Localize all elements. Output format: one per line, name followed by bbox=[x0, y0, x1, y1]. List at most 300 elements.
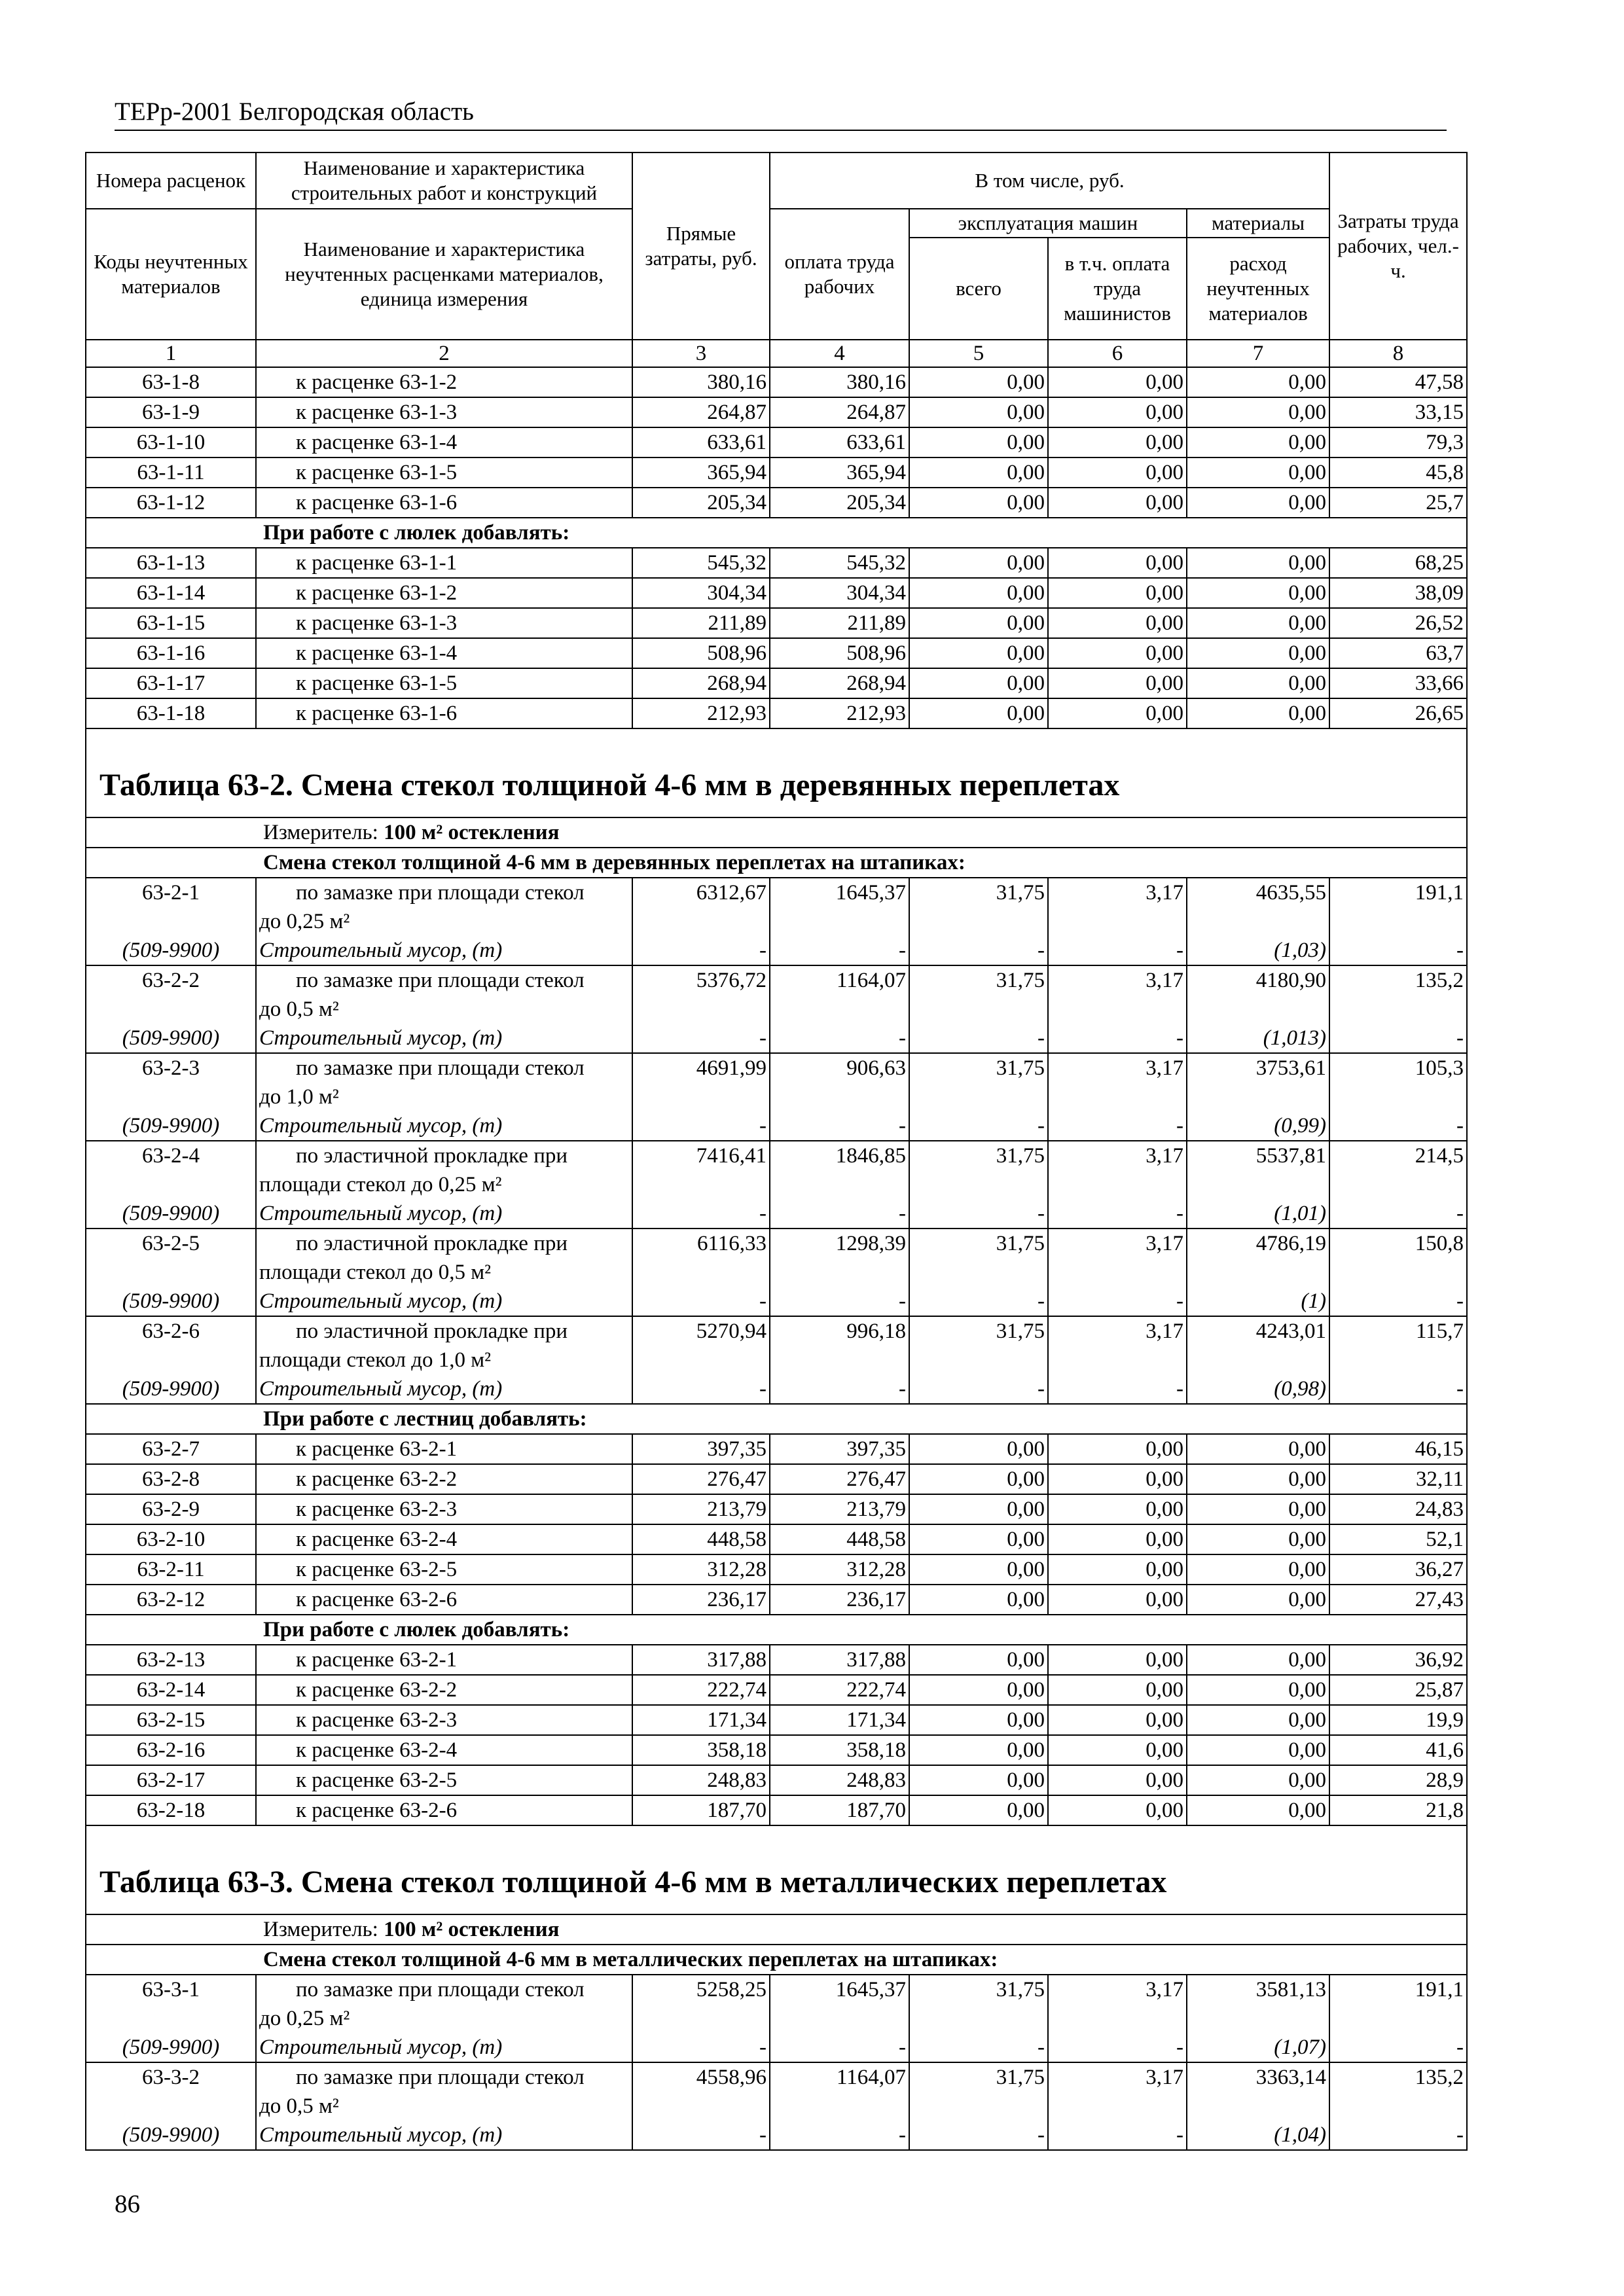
value-cell: 187,70 bbox=[632, 1795, 770, 1825]
table-row bbox=[86, 608, 1467, 638]
rate-name: к расценке 63-2-4 bbox=[256, 1735, 632, 1765]
value-cell: 358,18 bbox=[632, 1735, 770, 1765]
value-cell: 312,28 bbox=[632, 1554, 770, 1585]
rate-entry-row bbox=[86, 1316, 1467, 1346]
rate-name: по замазке при площади стекол bbox=[256, 878, 632, 907]
material-value: - bbox=[1048, 1111, 1187, 1141]
material-value: - bbox=[632, 2121, 770, 2150]
value-cell: 0,00 bbox=[909, 1795, 1048, 1825]
value-cell: 6312,67 bbox=[632, 878, 770, 936]
material-value: - bbox=[770, 1111, 909, 1141]
rate-code: 63-2-4 bbox=[86, 1141, 256, 1170]
value-cell: 0,00 bbox=[1048, 548, 1187, 578]
rate-code: 63-1-11 bbox=[86, 457, 256, 488]
value-cell: 31,75 bbox=[909, 1053, 1048, 1111]
value-cell: 171,34 bbox=[770, 1705, 909, 1735]
material-value: - bbox=[1048, 2033, 1187, 2062]
value-cell: 205,34 bbox=[770, 488, 909, 518]
value-cell: 213,79 bbox=[770, 1494, 909, 1524]
material-name: Строительный мусор, (т) bbox=[256, 1024, 632, 1053]
value-cell: 0,00 bbox=[1048, 488, 1187, 518]
rate-name-cont: до 0,25 м² bbox=[256, 907, 632, 936]
material-value: - bbox=[632, 1199, 770, 1229]
table-title: Таблица 63-3. Смена стекол толщиной 4-6 мм в металлических переплетах bbox=[86, 1825, 1467, 1914]
value-cell: 135,2 bbox=[1329, 2062, 1467, 2121]
material-value: - bbox=[632, 1287, 770, 1316]
value-cell: 276,47 bbox=[632, 1464, 770, 1494]
rate-entry-row bbox=[86, 1975, 1467, 2004]
value-cell: 0,00 bbox=[909, 397, 1048, 427]
col-header-material-usage: расход неучтенных материалов bbox=[1187, 238, 1329, 340]
value-cell: 633,61 bbox=[632, 427, 770, 457]
value-cell: 45,8 bbox=[1329, 457, 1467, 488]
price-table bbox=[85, 152, 1468, 2151]
value-cell: 1645,37 bbox=[770, 1975, 909, 2033]
value-cell: 205,34 bbox=[632, 488, 770, 518]
value-cell: 36,92 bbox=[1329, 1645, 1467, 1675]
value-cell: 0,00 bbox=[909, 1735, 1048, 1765]
value-cell: 0,00 bbox=[1187, 488, 1329, 518]
rate-code: 63-1-18 bbox=[86, 698, 256, 728]
value-cell: 0,00 bbox=[1048, 367, 1187, 397]
measure-row bbox=[86, 1914, 1467, 1945]
material-row bbox=[86, 2033, 1467, 2062]
rate-code: 63-2-18 bbox=[86, 1795, 256, 1825]
value-cell: 21,8 bbox=[1329, 1795, 1467, 1825]
material-value: (1) bbox=[1187, 1287, 1329, 1316]
value-cell: 0,00 bbox=[1187, 608, 1329, 638]
header-row-1 bbox=[86, 152, 1467, 209]
value-cell: 31,75 bbox=[909, 1316, 1048, 1374]
rate-code: 63-2-17 bbox=[86, 1765, 256, 1795]
value-cell: 3753,61 bbox=[1187, 1053, 1329, 1111]
section-heading: Смена стекол толщиной 4-6 мм в деревянных переплетах на штапиках: bbox=[86, 848, 1467, 878]
table-row bbox=[86, 638, 1467, 668]
value-cell: 1645,37 bbox=[770, 878, 909, 936]
column-index-row bbox=[86, 340, 1467, 367]
column-index-cell: 8 bbox=[1329, 340, 1467, 367]
material-value: - bbox=[1329, 1374, 1467, 1404]
section-heading: Смена стекол толщиной 4-6 мм в металлических переплетах на штапиках: bbox=[86, 1945, 1467, 1975]
value-cell: 31,75 bbox=[909, 878, 1048, 936]
rate-code: 63-2-8 bbox=[86, 1464, 256, 1494]
rate-name: к расценке 63-1-2 bbox=[256, 367, 632, 397]
value-cell: 0,00 bbox=[909, 1464, 1048, 1494]
value-cell: 68,25 bbox=[1329, 548, 1467, 578]
table-row bbox=[86, 457, 1467, 488]
value-cell: 0,00 bbox=[909, 668, 1048, 698]
value-cell: 0,00 bbox=[909, 1585, 1048, 1615]
measure-value: 100 м² остекления bbox=[384, 821, 560, 844]
value-cell: 0,00 bbox=[909, 698, 1048, 728]
col-header-machines: эксплуатация машин bbox=[909, 209, 1187, 238]
material-name: Строительный мусор, (т) bbox=[256, 1199, 632, 1229]
value-cell: 31,75 bbox=[909, 2062, 1048, 2121]
value-cell: 212,93 bbox=[632, 698, 770, 728]
rate-name: к расценке 63-2-5 bbox=[256, 1554, 632, 1585]
value-cell: 222,74 bbox=[632, 1675, 770, 1705]
rate-name: по замазке при площади стекол bbox=[256, 1053, 632, 1083]
rate-code: 63-2-15 bbox=[86, 1705, 256, 1735]
rate-name: к расценке 63-1-3 bbox=[256, 608, 632, 638]
material-value: - bbox=[1048, 936, 1187, 965]
value-cell: 191,1 bbox=[1329, 878, 1467, 936]
rate-name: к расценке 63-1-3 bbox=[256, 397, 632, 427]
rate-name: к расценке 63-1-5 bbox=[256, 668, 632, 698]
rate-code: 63-2-16 bbox=[86, 1735, 256, 1765]
measure-label: Измеритель: bbox=[263, 821, 378, 844]
rate-name: по замазке при площади стекол bbox=[256, 965, 632, 995]
material-value: - bbox=[1329, 936, 1467, 965]
value-cell: 397,35 bbox=[632, 1434, 770, 1464]
value-cell: 397,35 bbox=[770, 1434, 909, 1464]
col-header-materials: материалы bbox=[1187, 209, 1329, 238]
value-cell: 312,28 bbox=[770, 1554, 909, 1585]
col-header-labor-hours: Затраты труда рабочих, чел.-ч. bbox=[1329, 152, 1467, 340]
value-cell: 996,18 bbox=[770, 1316, 909, 1374]
value-cell: 365,94 bbox=[770, 457, 909, 488]
material-code: (509-9900) bbox=[86, 1111, 256, 1141]
value-cell: 33,15 bbox=[1329, 397, 1467, 427]
material-row bbox=[86, 1374, 1467, 1404]
material-value: - bbox=[909, 1111, 1048, 1141]
value-cell: 31,75 bbox=[909, 1229, 1048, 1287]
value-cell: 32,11 bbox=[1329, 1464, 1467, 1494]
value-cell: 3,17 bbox=[1048, 1975, 1187, 2033]
value-cell: 236,17 bbox=[632, 1585, 770, 1615]
rate-code: 63-2-5 bbox=[86, 1229, 256, 1258]
material-value: - bbox=[1048, 1374, 1187, 1404]
value-cell: 0,00 bbox=[909, 457, 1048, 488]
value-cell: 36,27 bbox=[1329, 1554, 1467, 1585]
value-cell: 5376,72 bbox=[632, 965, 770, 1024]
rate-name: к расценке 63-2-6 bbox=[256, 1585, 632, 1615]
value-cell: 304,34 bbox=[632, 578, 770, 608]
value-cell: 0,00 bbox=[1187, 1735, 1329, 1765]
blank-cell bbox=[86, 995, 256, 1024]
value-cell: 5537,81 bbox=[1187, 1141, 1329, 1199]
value-cell: 0,00 bbox=[909, 578, 1048, 608]
value-cell: 5270,94 bbox=[632, 1316, 770, 1374]
table-row bbox=[86, 427, 1467, 457]
material-value: - bbox=[770, 1374, 909, 1404]
table-row bbox=[86, 1735, 1467, 1765]
value-cell: 0,00 bbox=[1187, 548, 1329, 578]
value-cell: 0,00 bbox=[1187, 1675, 1329, 1705]
value-cell: 28,9 bbox=[1329, 1765, 1467, 1795]
col-header-worker-pay: оплата труда рабочих bbox=[770, 209, 909, 340]
page-number: 86 bbox=[115, 2190, 140, 2218]
value-cell: 0,00 bbox=[1048, 1705, 1187, 1735]
table-row bbox=[86, 578, 1467, 608]
value-cell: 264,87 bbox=[632, 397, 770, 427]
material-code: (509-9900) bbox=[86, 1024, 256, 1053]
value-cell: 3,17 bbox=[1048, 1316, 1187, 1374]
material-code: (509-9900) bbox=[86, 2033, 256, 2062]
value-cell: 0,00 bbox=[1187, 668, 1329, 698]
value-cell: 41,6 bbox=[1329, 1735, 1467, 1765]
section-heading-row bbox=[86, 1615, 1467, 1645]
rate-entry-row bbox=[86, 1053, 1467, 1083]
value-cell: 214,5 bbox=[1329, 1141, 1467, 1199]
value-cell: 248,83 bbox=[632, 1765, 770, 1795]
table-row bbox=[86, 698, 1467, 728]
value-cell: 150,8 bbox=[1329, 1229, 1467, 1287]
table-row bbox=[86, 668, 1467, 698]
rate-entry-row bbox=[86, 2062, 1467, 2092]
value-cell: 0,00 bbox=[1048, 397, 1187, 427]
value-cell: 26,65 bbox=[1329, 698, 1467, 728]
value-cell: 0,00 bbox=[1048, 1645, 1187, 1675]
rate-entry-row bbox=[86, 878, 1467, 907]
rate-code: 63-2-12 bbox=[86, 1585, 256, 1615]
value-cell: 33,66 bbox=[1329, 668, 1467, 698]
material-value: - bbox=[1048, 1024, 1187, 1053]
material-value: - bbox=[770, 2033, 909, 2062]
rate-name: к расценке 63-1-2 bbox=[256, 578, 632, 608]
material-code: (509-9900) bbox=[86, 936, 256, 965]
section-heading: При работе с люлек добавлять: bbox=[86, 1615, 1467, 1645]
table-row bbox=[86, 1675, 1467, 1705]
value-cell: 0,00 bbox=[909, 1675, 1048, 1705]
material-value: - bbox=[1048, 1287, 1187, 1316]
rate-name: по эластичной прокладке при bbox=[256, 1141, 632, 1170]
value-cell: 4635,55 bbox=[1187, 878, 1329, 936]
value-cell: 25,7 bbox=[1329, 488, 1467, 518]
value-cell: 0,00 bbox=[909, 1434, 1048, 1464]
rate-name: к расценке 63-2-2 bbox=[256, 1464, 632, 1494]
rate-name: по замазке при площади стекол bbox=[256, 2062, 632, 2092]
value-cell: 0,00 bbox=[909, 1494, 1048, 1524]
rate-code: 63-2-2 bbox=[86, 965, 256, 995]
rate-code: 63-2-13 bbox=[86, 1645, 256, 1675]
value-cell: 4180,90 bbox=[1187, 965, 1329, 1024]
material-code: (509-9900) bbox=[86, 1199, 256, 1229]
value-cell: 236,17 bbox=[770, 1585, 909, 1615]
material-value: - bbox=[909, 1374, 1048, 1404]
rate-code: 63-2-11 bbox=[86, 1554, 256, 1585]
material-name: Строительный мусор, (т) bbox=[256, 2121, 632, 2150]
table-row bbox=[86, 1554, 1467, 1585]
blank-cell bbox=[86, 1346, 256, 1374]
table-row bbox=[86, 488, 1467, 518]
value-cell: 6116,33 bbox=[632, 1229, 770, 1287]
rate-name-cont: до 0,5 м² bbox=[256, 995, 632, 1024]
rate-code: 63-1-10 bbox=[86, 427, 256, 457]
value-cell: 0,00 bbox=[1187, 1645, 1329, 1675]
material-value: - bbox=[1329, 1111, 1467, 1141]
material-name: Строительный мусор, (т) bbox=[256, 1374, 632, 1404]
rate-name-cont: площади стекол до 0,5 м² bbox=[256, 1258, 632, 1287]
table-title-row bbox=[86, 728, 1467, 817]
rate-name: к расценке 63-2-1 bbox=[256, 1434, 632, 1464]
table-row bbox=[86, 1464, 1467, 1494]
rate-name: к расценке 63-2-1 bbox=[256, 1645, 632, 1675]
section-heading: При работе с люлек добавлять: bbox=[86, 518, 1467, 548]
material-row bbox=[86, 1199, 1467, 1229]
value-cell: 52,1 bbox=[1329, 1524, 1467, 1554]
value-cell: 4558,96 bbox=[632, 2062, 770, 2121]
material-value: - bbox=[632, 2033, 770, 2062]
rate-code: 63-2-10 bbox=[86, 1524, 256, 1554]
material-value: - bbox=[770, 1287, 909, 1316]
value-cell: 0,00 bbox=[909, 638, 1048, 668]
material-value: - bbox=[632, 1374, 770, 1404]
rate-name: к расценке 63-2-2 bbox=[256, 1675, 632, 1705]
table-row bbox=[86, 1795, 1467, 1825]
rate-name: к расценке 63-1-4 bbox=[256, 638, 632, 668]
material-code: (509-9900) bbox=[86, 1287, 256, 1316]
rate-name: к расценке 63-1-5 bbox=[256, 457, 632, 488]
value-cell: 448,58 bbox=[632, 1524, 770, 1554]
value-cell: 4243,01 bbox=[1187, 1316, 1329, 1374]
rate-name: к расценке 63-2-3 bbox=[256, 1705, 632, 1735]
table-row bbox=[86, 397, 1467, 427]
value-cell: 3,17 bbox=[1048, 1141, 1187, 1199]
value-cell: 211,89 bbox=[770, 608, 909, 638]
rate-entry-row bbox=[86, 1141, 1467, 1170]
value-cell: 0,00 bbox=[1048, 638, 1187, 668]
material-value: - bbox=[770, 2121, 909, 2150]
table-row bbox=[86, 1705, 1467, 1735]
value-cell: 268,94 bbox=[632, 668, 770, 698]
value-cell: 31,75 bbox=[909, 965, 1048, 1024]
rate-code: 63-2-6 bbox=[86, 1316, 256, 1346]
rate-code: 63-1-17 bbox=[86, 668, 256, 698]
rate-code: 63-1-14 bbox=[86, 578, 256, 608]
measure-value: 100 м² остекления bbox=[384, 1918, 560, 1941]
rate-code: 63-2-1 bbox=[86, 878, 256, 907]
section-heading-row bbox=[86, 1945, 1467, 1975]
value-cell: 248,83 bbox=[770, 1765, 909, 1795]
blank-cell bbox=[86, 2004, 256, 2033]
value-cell: 3,17 bbox=[1048, 1053, 1187, 1111]
measure-row bbox=[86, 817, 1467, 848]
blank-cell bbox=[86, 1083, 256, 1111]
value-cell: 4691,99 bbox=[632, 1053, 770, 1111]
header-divider bbox=[115, 130, 1447, 131]
section-heading-row bbox=[86, 848, 1467, 878]
value-cell: 0,00 bbox=[1048, 1554, 1187, 1585]
column-index-cell: 6 bbox=[1048, 340, 1187, 367]
material-row bbox=[86, 1024, 1467, 1053]
column-index-cell: 1 bbox=[86, 340, 256, 367]
value-cell: 0,00 bbox=[1187, 1494, 1329, 1524]
value-cell: 38,09 bbox=[1329, 578, 1467, 608]
value-cell: 0,00 bbox=[1187, 698, 1329, 728]
material-value: - bbox=[909, 2121, 1048, 2150]
value-cell: 3581,13 bbox=[1187, 1975, 1329, 2033]
value-cell: 171,34 bbox=[632, 1705, 770, 1735]
value-cell: 0,00 bbox=[1187, 367, 1329, 397]
rate-code: 63-2-3 bbox=[86, 1053, 256, 1083]
value-cell: 5258,25 bbox=[632, 1975, 770, 2033]
value-cell: 46,15 bbox=[1329, 1434, 1467, 1464]
value-cell: 906,63 bbox=[770, 1053, 909, 1111]
value-cell: 304,34 bbox=[770, 578, 909, 608]
value-cell: 0,00 bbox=[1048, 1675, 1187, 1705]
value-cell: 3363,14 bbox=[1187, 2062, 1329, 2121]
value-cell: 448,58 bbox=[770, 1524, 909, 1554]
section-heading: При работе с лестниц добавлять: bbox=[86, 1404, 1467, 1434]
material-row bbox=[86, 1111, 1467, 1141]
rate-name: к расценке 63-2-6 bbox=[256, 1795, 632, 1825]
value-cell: 79,3 bbox=[1329, 427, 1467, 457]
value-cell: 212,93 bbox=[770, 698, 909, 728]
value-cell: 187,70 bbox=[770, 1795, 909, 1825]
value-cell: 0,00 bbox=[909, 1554, 1048, 1585]
blank-cell bbox=[86, 1170, 256, 1199]
value-cell: 0,00 bbox=[909, 1765, 1048, 1795]
value-cell: 0,00 bbox=[1048, 1735, 1187, 1765]
material-value: - bbox=[1329, 1199, 1467, 1229]
value-cell: 0,00 bbox=[1187, 638, 1329, 668]
value-cell: 3,17 bbox=[1048, 1229, 1187, 1287]
value-cell: 508,96 bbox=[632, 638, 770, 668]
value-cell: 0,00 bbox=[909, 1524, 1048, 1554]
measure-line bbox=[86, 1914, 1467, 1945]
table-row bbox=[86, 1585, 1467, 1615]
rate-name: к расценке 63-2-5 bbox=[256, 1765, 632, 1795]
material-value: - bbox=[770, 1199, 909, 1229]
table-title: Таблица 63-2. Смена стекол толщиной 4-6 мм в деревянных переплетах bbox=[86, 728, 1467, 817]
rate-name-cont: до 0,5 м² bbox=[256, 2092, 632, 2121]
rate-name: по эластичной прокладке при bbox=[256, 1229, 632, 1258]
material-value: (1,07) bbox=[1187, 2033, 1329, 2062]
value-cell: 365,94 bbox=[632, 457, 770, 488]
section-heading-row bbox=[86, 1404, 1467, 1434]
value-cell: 0,00 bbox=[909, 548, 1048, 578]
rate-name: к расценке 63-1-6 bbox=[256, 698, 632, 728]
value-cell: 3,17 bbox=[1048, 2062, 1187, 2121]
material-value: (1,03) bbox=[1187, 936, 1329, 965]
value-cell: 0,00 bbox=[1187, 1705, 1329, 1735]
value-cell: 0,00 bbox=[1187, 427, 1329, 457]
rate-entry-row bbox=[86, 1229, 1467, 1258]
value-cell: 31,75 bbox=[909, 1975, 1048, 2033]
material-value: - bbox=[1329, 2121, 1467, 2150]
value-cell: 26,52 bbox=[1329, 608, 1467, 638]
material-value: (1,01) bbox=[1187, 1199, 1329, 1229]
column-index-cell: 2 bbox=[256, 340, 632, 367]
table-row bbox=[86, 1524, 1467, 1554]
column-index-cell: 4 bbox=[770, 340, 909, 367]
table-row bbox=[86, 1645, 1467, 1675]
value-cell: 0,00 bbox=[1187, 1464, 1329, 1494]
value-cell: 545,32 bbox=[770, 548, 909, 578]
material-value: - bbox=[770, 936, 909, 965]
rate-code: 63-3-1 bbox=[86, 1975, 256, 2004]
column-index-cell: 3 bbox=[632, 340, 770, 367]
measure-label: Измеритель: bbox=[263, 1918, 378, 1941]
col-header-material-codes: Коды неучтенных материалов bbox=[86, 209, 256, 340]
value-cell: 25,87 bbox=[1329, 1675, 1467, 1705]
table-row bbox=[86, 367, 1467, 397]
value-cell: 0,00 bbox=[1048, 1494, 1187, 1524]
value-cell: 0,00 bbox=[1048, 698, 1187, 728]
value-cell: 0,00 bbox=[1187, 397, 1329, 427]
table-title-row bbox=[86, 1825, 1467, 1914]
col-header-work-name: Наименование и характеристика строительных работ и конструкций bbox=[256, 152, 632, 209]
value-cell: 0,00 bbox=[909, 367, 1048, 397]
material-value: - bbox=[632, 1024, 770, 1053]
value-cell: 4786,19 bbox=[1187, 1229, 1329, 1287]
material-name: Строительный мусор, (т) bbox=[256, 2033, 632, 2062]
rate-name: к расценке 63-2-3 bbox=[256, 1494, 632, 1524]
value-cell: 633,61 bbox=[770, 427, 909, 457]
value-cell: 27,43 bbox=[1329, 1585, 1467, 1615]
page-header: ТЕРр-2001 Белгородская область bbox=[115, 98, 474, 126]
